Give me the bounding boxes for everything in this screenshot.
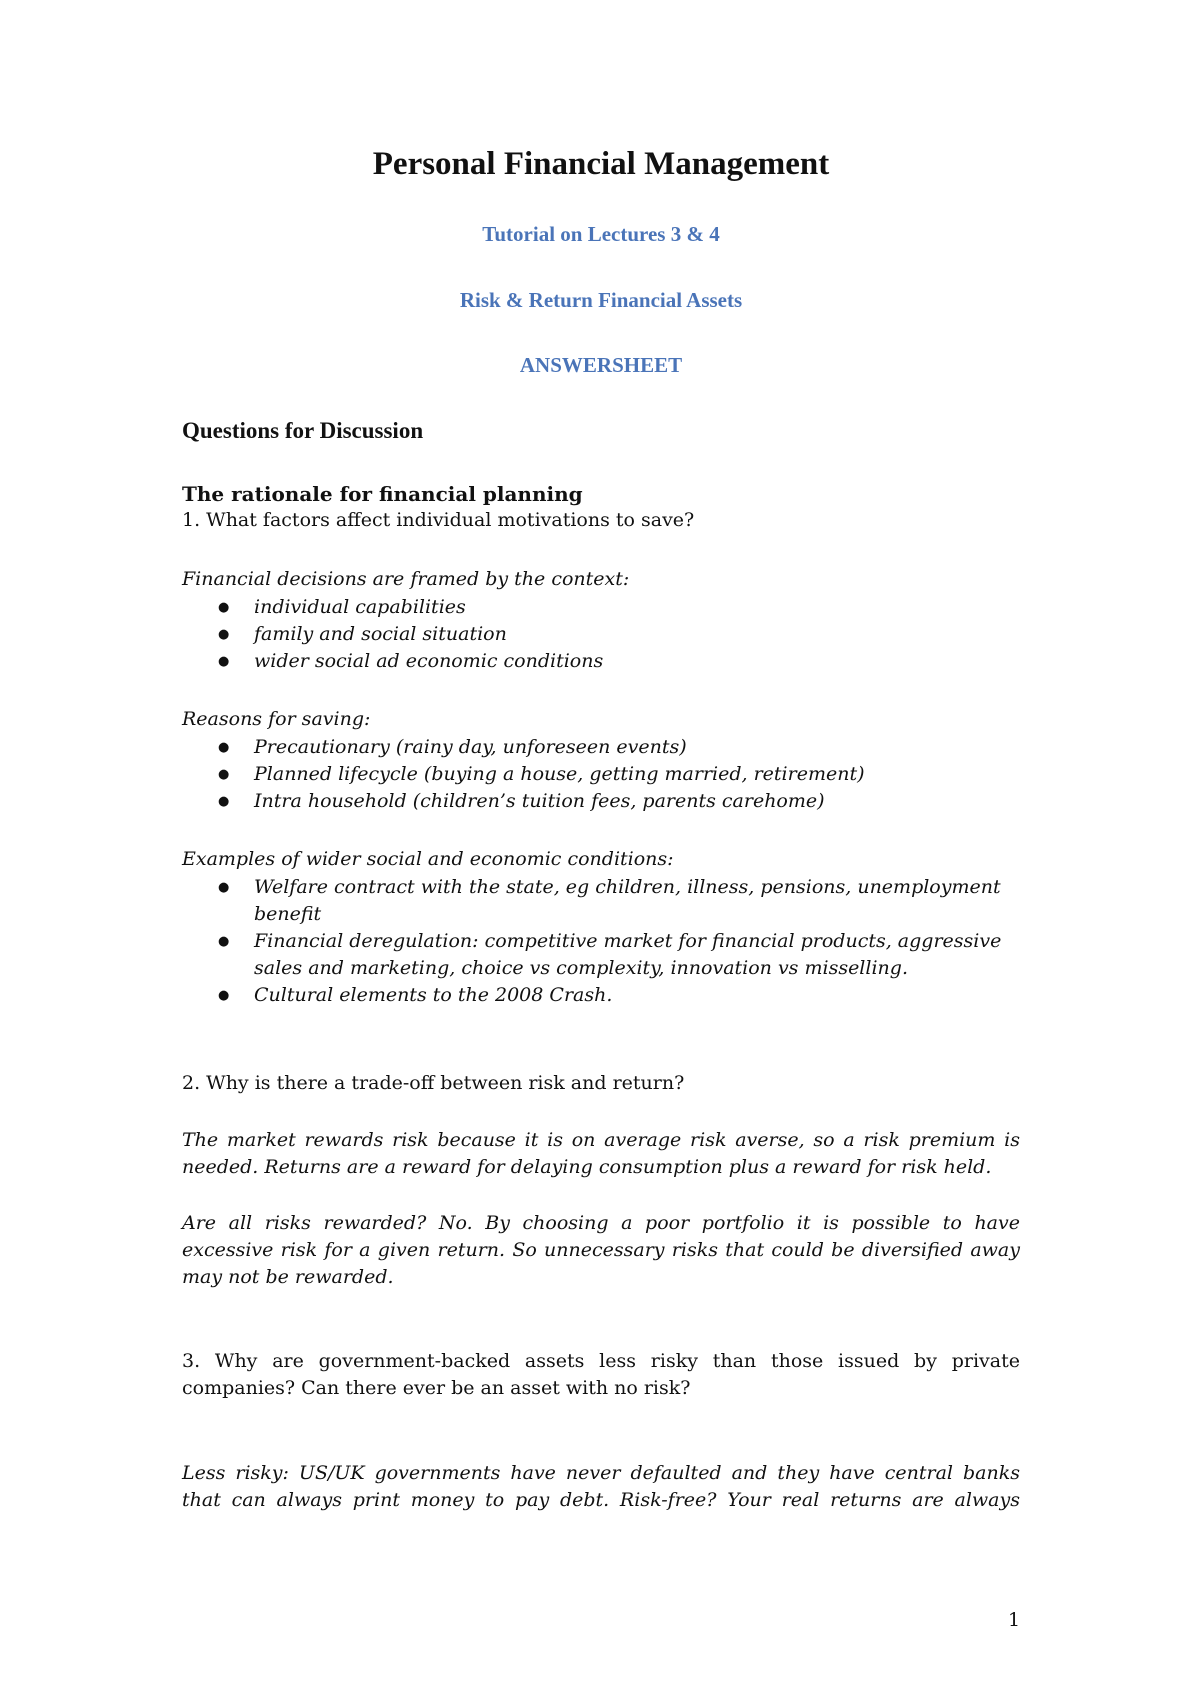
answer-3-line-1: Less risky: US/UK governments have never defaulted and they have central banks xyxy=(182,1462,1020,1484)
question-3-line-2: companies? Can there ever be an asset with no risk? xyxy=(182,1377,691,1399)
section-heading: Questions for Discussion xyxy=(182,418,424,443)
context-intro: Financial decisions are framed by the context: xyxy=(182,568,630,590)
list-item: ● wider social ad economic conditions xyxy=(182,648,1020,675)
answer-3-line-2: that can always print money to pay debt. Risk-free? Your real returns are always xyxy=(182,1489,1020,1511)
context-list xyxy=(182,594,1020,675)
answer-2b-line-3: may not be rewarded. xyxy=(182,1266,394,1288)
examples-list xyxy=(182,874,1020,1009)
answer-2b-line-1: Are all risks rewarded? No. By choosing a poor portfolio it is possible to have xyxy=(182,1212,1020,1234)
list-item: ● Cultural elements to the 2008 Crash. xyxy=(182,982,1020,1009)
document-title: Personal Financial Management xyxy=(372,146,830,182)
subsection-heading: The rationale for financial planning xyxy=(182,482,583,506)
examples-intro: Examples of wider social and economic conditions: xyxy=(182,848,674,870)
answer-2b-line-2: excessive risk for a given return. So unnecessary risks that could be diversified away xyxy=(182,1239,1020,1261)
tutorial-subtitle: Tutorial on Lectures 3 & 4 xyxy=(482,222,720,246)
question-2: 2. Why is there a trade-off between risk and return? xyxy=(182,1072,685,1094)
answersheet-subtitle: ANSWERSHEET xyxy=(519,353,683,377)
reasons-intro: Reasons for saving: xyxy=(182,708,371,730)
list-item: ● Welfare contract with the state, eg children, illness, pensions, unemployment benefit xyxy=(182,874,1020,928)
list-item: ● Planned lifecycle (buying a house, getting married, retirement) xyxy=(182,761,1020,788)
page-number: 1 xyxy=(1008,1609,1021,1631)
topic-subtitle: Risk & Return Financial Assets xyxy=(459,288,743,312)
question-1: 1. What factors affect individual motivations to save? xyxy=(182,509,695,531)
answer-2a-line-1: The market rewards risk because it is on average risk averse, so a risk premium is xyxy=(182,1129,1020,1151)
question-3-line-1: 3. Why are government-backed assets less risky than those issued by private xyxy=(182,1350,1020,1372)
list-item: ● individual capabilities xyxy=(182,594,1020,621)
list-item: ● Precautionary (rainy day, unforeseen events) xyxy=(182,734,1020,761)
reasons-list xyxy=(182,734,1020,815)
list-item: ● family and social situation xyxy=(182,621,1020,648)
answer-2a-line-2: needed. Returns are a reward for delaying consumption plus a reward for risk held. xyxy=(182,1156,992,1178)
list-item: ● Intra household (children’s tuition fees, parents carehome) xyxy=(182,788,1020,815)
list-item: ● Financial deregulation: competitive market for financial products, aggressive sales and marketing, choice vs complexity, innovation vs misselling. xyxy=(182,928,1020,982)
